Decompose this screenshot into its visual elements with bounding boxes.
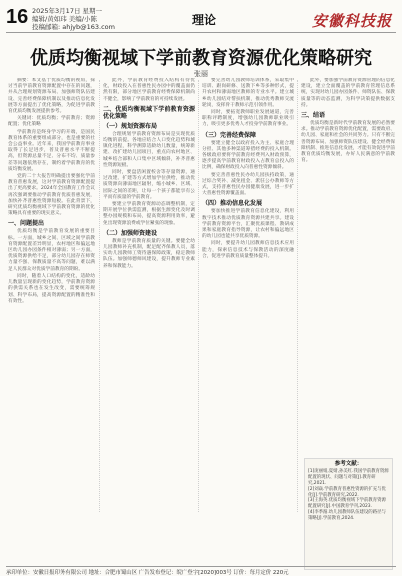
reference-item: [1]庞丽娟,夏婧,孙美红.我国学前教育资源配置的现状、问题与对策[J].教育研究,2021.	[308, 468, 389, 486]
body-paragraph: 学前教育是终身学习的开端，是国民教育体系的重要组成部分，也是重要的社会公益事业。近年来，我国学前教育事业取得了长足进步，普及普惠水平不断提高，但资源总量不足、分布不均、质量参差等问题依然存在，制约着学前教育的优质均衡发展。	[8, 129, 95, 172]
article-title: 优质均衡视域下学前教育资源优化策略研究	[30, 48, 372, 69]
body-paragraph: 要建立健全以政府投入为主、家庭合理分担、其他多种渠道筹措经费的投入机制。各级政府要将学前教育经费列入财政预算，逐步提高学前教育财政投入占教育总投入的比例，确保财政投入向普惠性资源倾斜。	[202, 140, 294, 171]
body-paragraph: 党的二十大报告明确提出要强化学前教育普惠发展，这对学前教育资源配置提出了更高要求。2024年全国教育工作会议再次强调要推动学前教育优质普惠发展，加快补齐普惠性资源短板。在此背景下，研究优质均衡视域下学前教育资源的优化策略具有重要的现实意义。	[8, 174, 95, 217]
body-paragraph: 优质均衡是新时代学前教育发展的必然要求。推动学前教育资源优化配置，需要政府、幼儿园、家庭和社会的共同努力。只有不断完善资源布局、加强师资队伍建设、健全经费保障机制、推进信息化发展，才能有效促进学前教育优质均衡发展，办好人民满意的学前教育。	[301, 121, 395, 164]
section-heading: 二、优质均衡视域下学前教育资源优化策略	[103, 105, 195, 120]
body-paragraph: 优质均衡是学前教育发展的重要目标。一方面，城乡之间、区域之间学前教育资源配置差异明显，农村地区和偏远地区幼儿园办园条件相对薄弱；另一方面，优质资源供给不足，部分幼儿园存在师资力量不强、保教质量不高等问题，难以满足人民群众对优质学前教育的期盼。	[8, 229, 95, 272]
body-paragraph: 要完善普惠性民办幼儿园扶持政策，通过综合奖补、减免租金、派驻公办教师等方式，支持普惠性民办园健康发展，进一步扩大普惠性资源覆盖面。	[202, 172, 294, 197]
body-paragraph: 教师是学前教育质量的关键。要健全幼儿园教师补充机制，配足配齐保教人员，落实幼儿园教师工资待遇保障政策，稳定教师队伍。加强师德师风建设，提升教师专业素养和保教能力。	[103, 238, 195, 269]
article-column-2	[103, 78, 195, 514]
section-heading: 三、结语	[301, 112, 326, 120]
section-title: 理论	[192, 13, 217, 27]
column-divider	[99, 80, 100, 512]
body-paragraph: 同时，要盘活闲置校舍等存量资源，通过改建、扩建等方式增加学位供给，推动优质资源向薄弱地区辐射，缩小城乡、区域、园际之间的差距，让每一个孩子都能享有公平而有质量的学前教育。	[103, 170, 195, 200]
section-heading: （四）推动信息化发展	[202, 200, 263, 208]
article-author: 张丽	[194, 70, 208, 78]
body-paragraph: 要加快推进学前教育信息化建设，利用数字技术推动优质教育资源共建共享。建设学前教育资源平台，汇聚优质课程、教研成果和家庭教育指导资源，让农村和偏远地区的幼儿园也能共享优质资源。	[202, 209, 294, 240]
body-paragraph: 此外，要加强学前教育资源管理的信息化建设，建立全面覆盖的学前教育管理信息系统，实现对幼儿园办园条件、师资队伍、保教质量等的动态监测，为科学决策提供数据支持。	[301, 78, 395, 108]
newspaper-masthead: 安徽科技报	[311, 12, 392, 30]
article-column-1	[8, 78, 95, 514]
body-paragraph: 要建立学前教育资源动态调整机制，定期开展学位供需监测，根据生源变化及时调整办园规模和布局，提高资源利用效率，避免出现资源浪费或学位紧张的现象。	[103, 202, 195, 226]
body-paragraph: 摘要：本文基于优质均衡的视角，探讨当前学前教育资源配置中存在的问题，并从合理规划资源布局、加强师资队伍建设、完善经费保障机制以及推动信息化发展等方面提出了优化策略，为促进学前教育优质均衡发展提供参考。	[8, 78, 95, 115]
column-divider	[198, 80, 199, 512]
issue-date: 2025年3月17日 星期一	[32, 7, 103, 15]
page-number: 16	[6, 6, 29, 28]
editor-credit: 编辑/黄如玮 美编/小陈	[32, 14, 97, 23]
section-heading: （二）加强师资建设	[103, 229, 158, 237]
body-paragraph: 同时，要拓宽教师职业发展通道，完善职称评聘制度，增强幼儿园教师职业吸引力，吸引更多优秀人才投身学前教育事业。	[202, 110, 294, 128]
article-column-4	[301, 78, 395, 514]
section-heading: （一）规划资源布局	[103, 122, 158, 130]
reference-item: [3]王海英.优质均衡视域下学前教育资源配置研究[J].中国教育学刊,2023.	[308, 498, 386, 510]
reference-item: [2]刘焱.学前教育普惠性资源的扩充与优化[J].学前教育研究,2022.	[308, 486, 386, 498]
references-title: 参考文献：	[334, 461, 363, 467]
body-paragraph: 同时，随着人口结构的变化，适龄幼儿数量呈现新的变化趋势，学前教育资源的供需关系也在发生改变，需要统筹规划、科学布局，提高资源配置的精准性和有效性。	[8, 273, 95, 304]
section-heading: （三）完善经费保障	[202, 131, 257, 139]
article-column-3	[202, 78, 294, 514]
reference-item: [4]李季湄.幼儿园教师队伍建设的路径与策略[J].学前教育,2024.	[308, 510, 386, 522]
section-heading: 一、问题提出	[8, 220, 45, 228]
page-footer: 承印单位：安徽日报印务有限公司 地址：合肥市蜀山区 广告发布登记：皖广登字[2020]003号 订价：每月定价 220元	[6, 566, 396, 576]
references-box	[304, 458, 393, 570]
submission-email: 投稿邮箱: ahjyb@163.com	[32, 22, 115, 31]
body-paragraph: 要完善幼儿园教师培训体系，采取集中培训、跟岗研修、送教下乡等多种形式，提升农村和薄弱地区教师的专业水平。建立城乡幼儿园结对帮扶机制，推动优秀教师交流轮岗，发挥骨干教师示范引领作用。	[202, 78, 294, 108]
body-paragraph: 同时，要提升幼儿园教师信息技术应用能力，探索信息技术与保教活动的深度融合，促进学前教育质量整体提升。	[202, 241, 294, 259]
issue-info	[32, 8, 115, 31]
page-header	[6, 6, 396, 33]
column-divider	[297, 80, 298, 512]
body-paragraph: 合理规划学前教育资源布局是实现优质均衡的前提。各地应结合人口变化趋势和城镇化进程，科学测算适龄幼儿数量，统筹新建、改扩建幼儿园项目，重点向农村地区、城乡结合部和人口集中区域倾斜，补齐普惠性资源短板。	[103, 131, 195, 168]
body-paragraph: 关键词：优质均衡；学前教育；资源配置；优化策略	[8, 116, 95, 128]
body-paragraph: 此外，学前教育经费投入结构有待优化，财政投入在普惠性民办园中的覆盖面仍然有限，部分地区学前教育经费保障机制尚不健全，影响了学前教育的可持续发展。	[103, 78, 195, 102]
